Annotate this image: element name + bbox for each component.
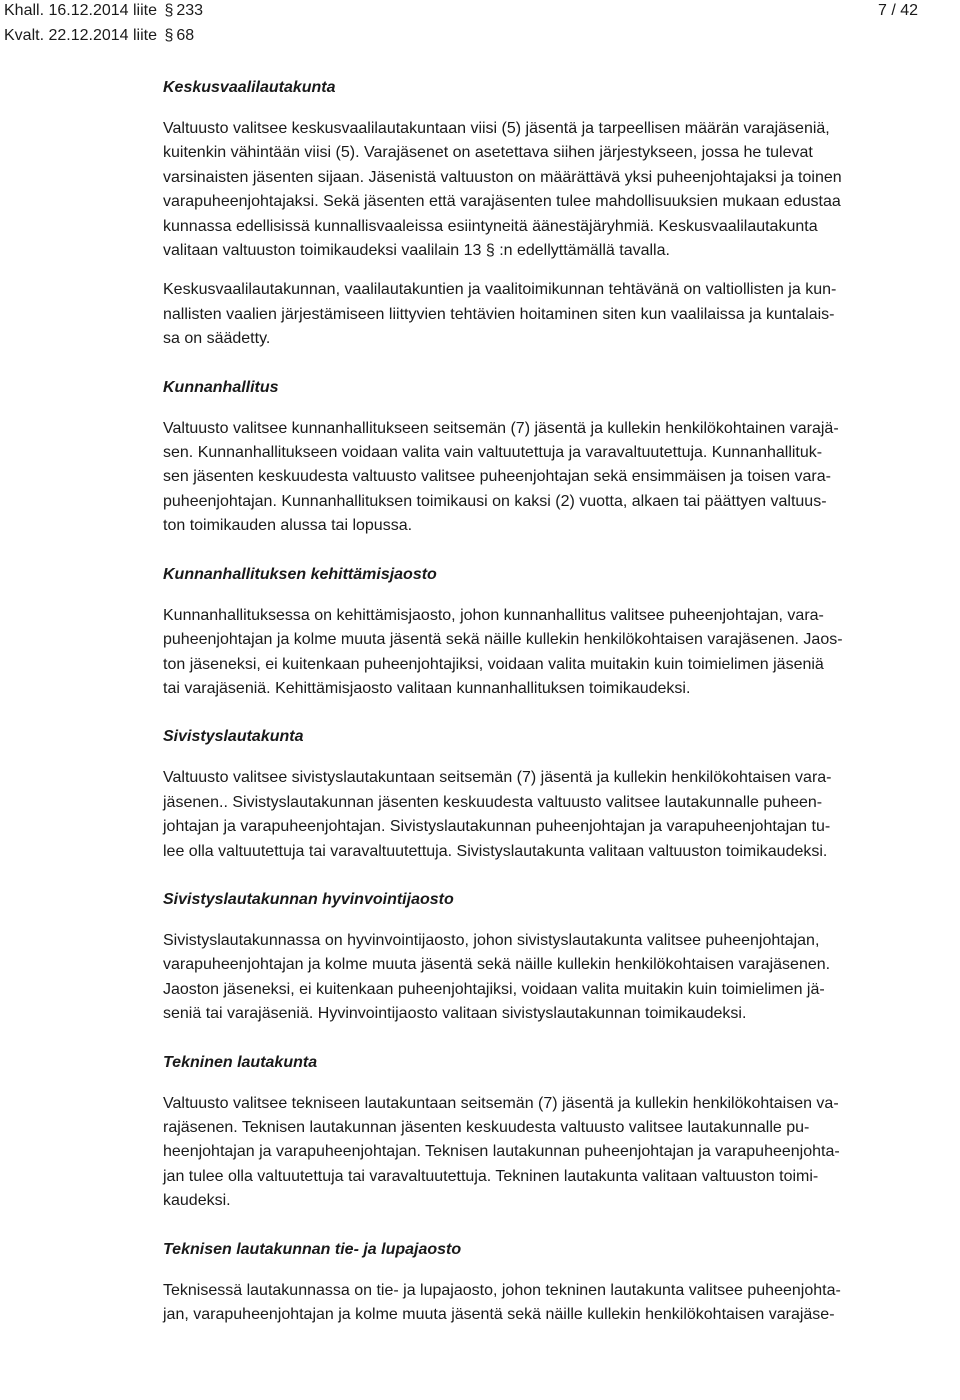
text-line: Kunnanhallituksessa on kehittämisjaosto, johon kunnanhallitus valitsee puheenjohtajan, vara- [163,606,824,624]
text-line: kaudeksi. [163,1192,231,1210]
section-hyvinvointijaosto [163,888,958,1027]
header-khall-label: Khall. 16.12.2014 liite [4,2,157,19]
text-line: lee olla valtuutettuja tai varavaltuutettuja. Sivistyslautakunta valitaan valtuuston toimikaudeksi. [163,842,828,860]
header-kvalt-number: 68 [176,27,195,44]
text-line: Valtuusto valitsee tekniseen lautakuntaan seitsemän (7) jäsentä ja kullekin henkilökohtaisen va- [163,1094,839,1112]
text-line: Valtuusto valitsee kunnanhallitukseen seitsemän (7) jäsentä ja kullekin henkilökohtainen varajä- [163,419,839,437]
text-line: Jaoston jäseneksi, ei kuitenkaan puheenjohtajiksi, voidaan valita muitakin kuin toimielimen jä- [163,980,825,998]
text-line: Teknisessä lautakunnassa on tie- ja lupajaosto, johon tekninen lautakunta valitsee puheenjohta- [163,1281,841,1299]
page-header [0,0,960,50]
text-line: ton toimikauden alussa tai lopussa. [163,517,413,535]
text-line: kuitenkin vähintään viisi (5). Varajäsenet on asetettava siihen järjestykseen, jossa he tulevat [163,144,813,162]
paragraph [163,766,958,864]
text-line: Sivistyslautakunnassa on hyvinvointijaosto, johon sivistyslautakunta valitsee puheenjohtajan, [163,931,820,949]
text-line: varapuheenjohtajaksi. Sekä jäsenten että varajäsenten tulee mahdollisuuksien mukaan edustaa [163,193,841,211]
paragraph [163,929,958,1027]
section-tekninen-lautakunta [163,1051,958,1214]
text-line: varsinaisten jäsenten sijaan. Jäsenistä valtuuston on määrättävä yksi puheenjohtajaksi ja toinen [163,168,842,186]
section-keskusvaalilautakunta [163,76,958,352]
text-line: puheenjohtajan. Kunnanhallituksen toimikausi on kaksi (2) vuotta, alkaen tai päättyen valtuus- [163,492,827,510]
header-khall-reference [4,2,203,20]
section-sivistyslautakunta [163,725,958,864]
text-line: sa on säädetty. [163,330,271,348]
header-kvalt-label: Kvalt. 22.12.2014 liite [4,27,157,44]
section-heading: Teknisen lautakunnan tie- ja lupajaosto [163,1240,462,1258]
header-khall-number: 233 [176,2,204,19]
section-heading: Sivistyslautakunnan hyvinvointijaosto [163,890,454,908]
text-line: Valtuusto valitsee keskusvaalilautakuntaan viisi (5) jäsentä ja tarpeellisen määrän varajäseniä, [163,120,830,137]
page-number: 7 / 42 [877,2,918,19]
text-line: sen jäsenten keskuudesta valtuusto valitsee puheenjohtajan sekä ensimmäisen ja toisen vara- [163,468,831,486]
text-line: ton jäseneksi, ei kuitenkaan puheenjohtajiksi, voidaan valita muitakin kuin toimielimen jäseniä [163,655,824,673]
text-line: valitaan valtuuston toimikaudeksi vaalilain 13 § :n edellyttämällä tavalla. [163,242,670,260]
section-heading: Keskusvaalilautakunta [163,79,336,96]
section-kunnanhallitus [163,376,958,539]
paragraph [163,1092,958,1214]
section-heading: Kunnanhallituksen kehittämisjaosto [163,565,437,583]
text-line: sen. Kunnanhallitukseen voidaan valita vain valtuutettuja ja varavaltuutettuja. Kunnanhallituk- [163,444,823,462]
section-kehittamisjaosto [163,563,958,702]
text-line: jan tulee olla valtuutettuja tai varavaltuutettuja. Tekninen lautakunta valitaan valtuuston toimi- [163,1167,819,1185]
section-heading: Kunnanhallitus [163,378,279,396]
text-line: nallisten vaalien järjestämiseen liittyvien tehtävien hoitaminen siten kun vaalilaissa ja kuntalais- [163,305,835,323]
text-line: Valtuusto valitsee sivistyslautakuntaan seitsemän (7) jäsentä ja kullekin henkilökohtaisen vara- [163,769,832,787]
section-heading: Tekninen lautakunta [163,1053,318,1071]
text-line: tai varajäseniä. Kehittämisjaosto valitaan kunnanhallituksen toimikaudeksi. [163,679,691,697]
text-line: Keskusvaalilautakunnan, vaalilautakuntien ja vaalitoimikunnan tehtävänä on valtiollisten ja kun- [163,281,837,299]
paragraph [163,417,958,539]
text-line: jan, varapuheenjohtajan ja kolme muuta jäsentä sekä näille kullekin henkilökohtaisen varajäse- [163,1306,835,1323]
section-heading: Sivistyslautakunta [163,728,304,746]
section-tie-ja-lupajaosto [163,1238,958,1328]
text-line: kunnassa edellisissä kunnallisvaaleissa esiintyneitä äänestäjäryhmiä. Keskusvaalilautakunta [163,217,818,235]
paragraph [163,604,958,702]
text-line: jäsenen.. Sivistyslautakunnan jäsenten keskuudesta valtuusto valitsee lautakunnalle puheen- [163,793,823,811]
text-line: varapuheenjohtajan ja kolme muuta jäsentä sekä näille kullekin henkilökohtaisen varajäsenen. [163,956,831,974]
section-sign-icon: § [164,27,174,44]
text-line: heenjohtajan ja varapuheenjohtajan. Teknisen lautakunnan puheenjohtajan ja varapuheenjohta- [163,1143,840,1161]
paragraph [163,1279,958,1328]
header-kvalt-reference [4,27,194,45]
text-line: rajäsenen. Teknisen lautakunnan jäsenten keskuudesta valtuusto valitsee lautakunnalle pu- [163,1118,810,1136]
section-sign-icon: § [164,2,174,19]
document-body [163,76,958,1327]
text-line: seniä tai varajäseniä. Hyvinvointijaosto valitaan sivistyslautakunnan toimikaudeksi. [163,1005,747,1023]
paragraph [163,117,958,263]
text-line: johtajan ja varapuheenjohtajan. Sivistyslautakunnan puheenjohtajan ja varapuheenjohtajan tu- [163,818,831,836]
text-line: puheenjohtajan ja kolme muuta jäsentä sekä näille kullekin henkilökohtaisen varajäsenen. Jaos- [163,631,843,649]
paragraph [163,278,958,351]
